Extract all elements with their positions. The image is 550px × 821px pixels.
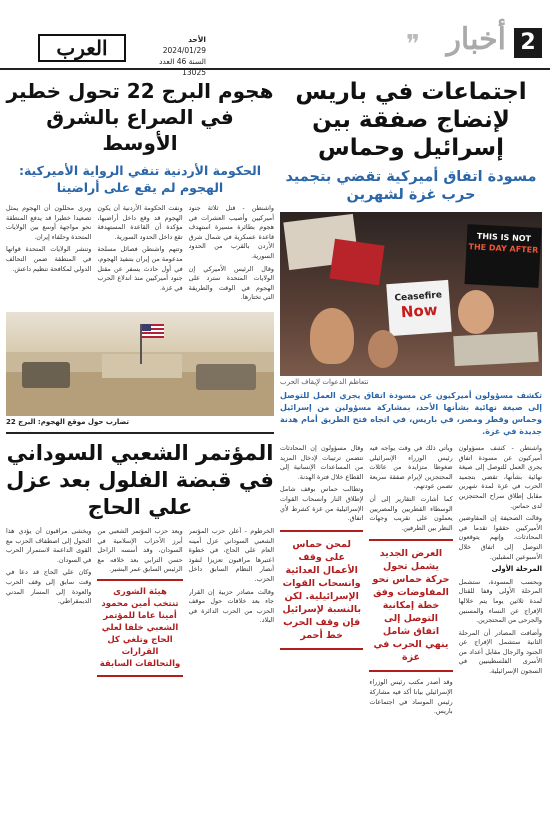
paris-col-1 [459, 444, 542, 720]
protester-face [368, 330, 398, 368]
sign-ceasefire-top: Ceasefire [394, 290, 443, 304]
military-truck [22, 362, 70, 388]
sign-ceasefire-bottom: Now [400, 300, 439, 322]
sudan-col-1 [189, 527, 274, 681]
paragraph: وبحسب المسودة، ستشمل المرحلة الأولى وقفا للقتال لمدة ثلاثين يوما يتم خلالها الإفراج عن النساء والمسنين والجرحى من المحتجزين. [458, 577, 542, 625]
base-building [102, 354, 182, 378]
issue-info [136, 34, 206, 78]
paris-col-2 [369, 444, 452, 720]
paragraph: وقالت مصادر حزبية إن القرار جاء بعد خلافات حول موقف الحزب من الحرب الدائرة في البلاد. [188, 587, 274, 625]
sudan-body [6, 527, 274, 681]
paragraph: ويخشى مراقبون أن يؤدي هذا التحول إلى اصطفاف الحزب مع القوى الداعمة لاستمرار الحرب في السودان. [6, 526, 92, 564]
newspaper-logo: العرب [38, 34, 126, 62]
paris-pull-quote: العرض الجديد يشمل تحول حركة حماس نحو المفاوضات وفق خطة إمكانية التوصل إلى اتفاق شامل ينهي الحرب في غزة [369, 539, 452, 672]
intertitle: المرحلة الأولى [491, 565, 542, 574]
sign-day-bottom: THE DAY AFTER [468, 242, 539, 255]
protest-sign-day-after [464, 224, 541, 288]
paragraph: ويعد حزب المؤتمر الشعبي من أبرز الأحزاب الإسلامية في السودان، وقد أسسه الراحل حسن الترابي بعد خلافه مع الرئيس السابق عمر البشير. [97, 526, 183, 574]
section-number: 2 [514, 28, 542, 58]
protester-face [458, 290, 494, 334]
paragraph: وقال مسؤولون إن المحادثات تتضمن ترتيبات لإدخال المزيد من المساعدات الإنسانية إلى القطاع خلال فترة الهدنة. [280, 444, 364, 481]
section-name: أخبار [446, 22, 506, 57]
paragraph: وتنشر الولايات المتحدة قواتها في المنطقة ضمن التحالف الدولي لمكافحة تنظيم داعش. [6, 245, 92, 273]
paris-subheadline: مسودة اتفاق أميركية تقضي بتجميد حرب غزة لشهرين [285, 169, 537, 203]
base-photo-caption: تضارب حول موقع الهجوم: البرج 22 [6, 417, 130, 426]
issue-date: 2024/01/29 [162, 46, 206, 55]
issue-number: السنة 46 العدد 13025 [159, 57, 206, 77]
paragraph: وقد أصدر مكتب رئيس الوزراء الإسرائيلي بيانا أكد فيه مشاركة رئيس الموساد في اجتماعات باريس. [369, 678, 453, 716]
sudan-col-3 [6, 527, 91, 681]
sign-day-top: THIS IS NOT [476, 231, 532, 244]
paragraph: وقال الرئيس الأميركي إن الولايات المتحدة سترد على الهجوم في الوقت والطريقة التي تختارها. [188, 264, 274, 302]
sudan-pull-quote: هيئة الشورى تنتخب أمين محمود أمينا عاما للمؤتمر الشعبي خلفا لعلي الحاج وتلغي كل القرارات والتحالفات السابقة [97, 579, 182, 677]
paris-story [280, 78, 542, 720]
paragraph: وأضافت المصادر أن المرحلة الثانية ستشمل الإفراج عن الجنود والرجال مقابل أعداد من الأسرى الفلسطينيين في السجون الإسرائيلية. [458, 628, 542, 676]
paragraph: ويأتي ذلك في وقت يواجه فيه رئيس الوزراء الإسرائيلي ضغوطا متزايدة من عائلات المحتجزين لإبرام صفقة سريعة تضمن عودتهم. [369, 444, 453, 491]
issue-day: الأحد [188, 35, 206, 44]
paragraph: ويرى محللون أن الهجوم يمثل تصعيدا خطيرا قد يدفع المنطقة نحو مواجهة أوسع بين الولايات المتحدة وحلفاء إيران. [6, 204, 92, 241]
paragraph: وتتهم واشنطن فصائل مسلحة مدعومة من إيران بتنفيذ الهجوم، في أول حادث يسفر عن مقتل جنود أميركيين منذ اندلاع الحرب في غزة. [97, 245, 183, 292]
protest-sign-red [329, 239, 384, 286]
paris-lead: تكشف مسؤولون أميركيون عن مسودة اتفاق يجري العمل للتوصل إلى صيغة نهائية بشأنها الأحد، بمشاركة مسؤولين من إسرائيل وحماس وقطر ومصر، في باريس، في اتجاه فتح الطريق أمام هدنة جديدة في غزة. [280, 391, 542, 436]
protest-photo [280, 212, 542, 376]
paragraph: واشنطن - كشف مسؤولون أميركيون عن مسودة اتفاق يجري العمل للتوصل إلى صيغة نهائية بشأنها، تقضي بتجميد الحرب في غزة لمدة شهرين مقابل إطلاق سراح المحتجزين لدى حماس. [458, 444, 542, 510]
paris-headline: اجتماعات في باريس لإنضاج صفقة بين إسرائيل وحماس [295, 79, 527, 161]
sudan-headline: المؤتمر الشعبي السوداني في قبضة الفلول بعد عزل علي الحاج [6, 440, 274, 519]
us-flag-icon [142, 324, 164, 338]
paragraph: ونفت الحكومة الأردنية أن يكون الهجوم قد وقع داخل أراضيها، مؤكدة أن القاعدة المستهدفة تقع داخل الحدود السورية. [97, 204, 183, 241]
jordan-headline: هجوم البرج 22 تحول خطير في الصراع بالشرق الأوسط [6, 79, 274, 155]
paris-body [280, 444, 542, 720]
jordan-col-2 [97, 204, 182, 306]
paris-col-3 [280, 444, 363, 720]
section-divider [6, 432, 274, 434]
paris-bottom-pull-quote: لمحن حماس على وقف الأعمال العدائية وانسحاب القوات الإسرائيلية. لكن بالنسبة لإسرائيل فإن وقف الحرب خط أحمر [280, 530, 363, 650]
paragraph: وتطالب حماس بوقف شامل لإطلاق النار وانسحاب القوات الإسرائيلية من غزة كشرط لأي اتفاق. [280, 485, 364, 523]
protester-face [310, 308, 354, 364]
jordan-body [6, 204, 274, 306]
paragraph: وكان علي الحاج قد دعا في وقت سابق إلى وقف الحرب والعودة إلى المسار المدني الديمقراطي. [6, 568, 92, 606]
military-truck [196, 364, 256, 390]
paragraph: كما أشارت التقارير إلى أن الوسطاء القطريين والمصريين يعملون على تقريب وجهات النظر بين الطرفين. [369, 494, 453, 532]
jordan-col-1 [189, 204, 274, 306]
protest-sign-low [453, 332, 538, 366]
paragraph: الخرطوم - أعلن حزب المؤتمر الشعبي السوداني عزل أمينه العام علي الحاج، في خطوة اعتبرها مراقبون تعزيزا لنفوذ أنصار النظام السابق داخل الحزب. [188, 526, 274, 583]
paragraph: وقالت الصحيفة إن المفاوضين الأميركيين حققوا تقدما في المحادثات، وإنهم يتوقعون التوصل إلى اتفاق خلال الأسبوعين المقبلين. [458, 514, 542, 561]
masthead [0, 0, 550, 77]
jordan-subheadline: الحكومة الأردنية تنفي الرواية الأميركية: الهجوم لم يقع على أراضينا [18, 163, 262, 195]
protest-sign-ceasefire [386, 280, 451, 336]
paragraph: واشنطن - قتل ثلاثة جنود أميركيين وأصيب العشرات في هجوم بطائرة مسيرة استهدف قاعدة عسكرية في شمال شرق الأردن بالقرب من الحدود السورية. [188, 204, 274, 260]
jordan-col-3 [6, 204, 91, 306]
sudan-col-2 [97, 527, 182, 681]
quote-mark-icon: ❞ [406, 30, 420, 60]
military-base-photo [6, 312, 274, 416]
photo-caption: تتعاظم الدعوات لإيقاف الحرب [280, 378, 369, 386]
left-column [6, 78, 274, 681]
